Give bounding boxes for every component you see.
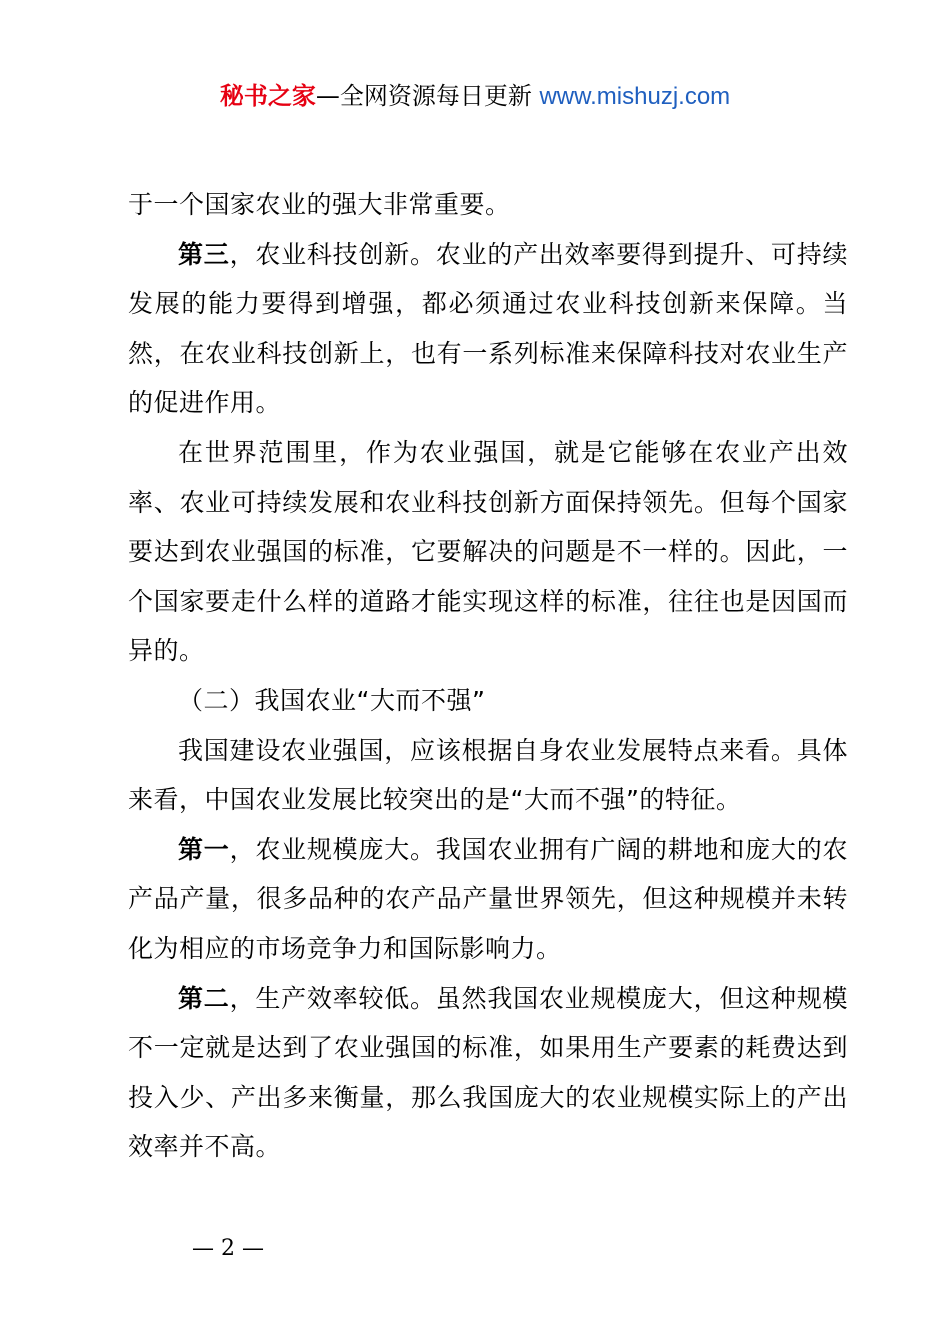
- paragraph-world-scope: 在世界范围里，作为农业强国，就是它能够在农业产出效率、农业可持续发展和农业科技创新方面保持领先。但每个国家要达到农业强国的标准，它要解决的问题是不一样的。因此，一个国家要走什么样的道路才能实现这样的标准，往往也是因国而异的。: [128, 437, 848, 666]
- point-heading: 第三: [178, 239, 230, 269]
- site-url-link[interactable]: www.mishuzj.com: [539, 83, 731, 110]
- paragraph-second-point: 第二，生产效率较低。虽然我国农业规模庞大，但这种规模不一定就是达到了农业强国的标准，如果用生产要素的耗费达到投入少、产出多来衡量，那么我国庞大的农业规模实际上的产出效率并不高。: [128, 983, 848, 1162]
- point-heading: 第二: [178, 983, 230, 1013]
- page-number: — 2 —: [192, 1236, 264, 1261]
- paragraph-intro: 我国建设农业强国，应该根据自身农业发展特点来看。具体来看，中国农业发展比较突出的是“大而不强”的特征。: [128, 735, 848, 815]
- paragraph-third-point: 第三，农业科技创新。农业的产出效率要得到提升、可持续发展的能力要得到增强，都必须通过农业科技创新来保障。当然，在农业科技创新上，也有一系列标准来保障科技对农业生产的促进作用。: [128, 239, 848, 418]
- document-body: [128, 180, 848, 1172]
- section-heading: （二）我国农业“大而不强”: [178, 685, 486, 715]
- paragraph-continuation: 于一个国家农业的强大非常重要。: [128, 190, 511, 219]
- site-brand: 秘书之家: [219, 82, 316, 110]
- paragraph-first-point: 第一，农业规模庞大。我国农业拥有广阔的耕地和庞大的农产品产量，很多品种的农产品产量世界领先，但这种规模并未转化为相应的市场竞争力和国际影响力。: [128, 834, 848, 963]
- point-heading: 第一: [178, 834, 230, 864]
- site-tagline: —全网资源每日更新: [315, 82, 540, 110]
- page-header: [0, 80, 950, 113]
